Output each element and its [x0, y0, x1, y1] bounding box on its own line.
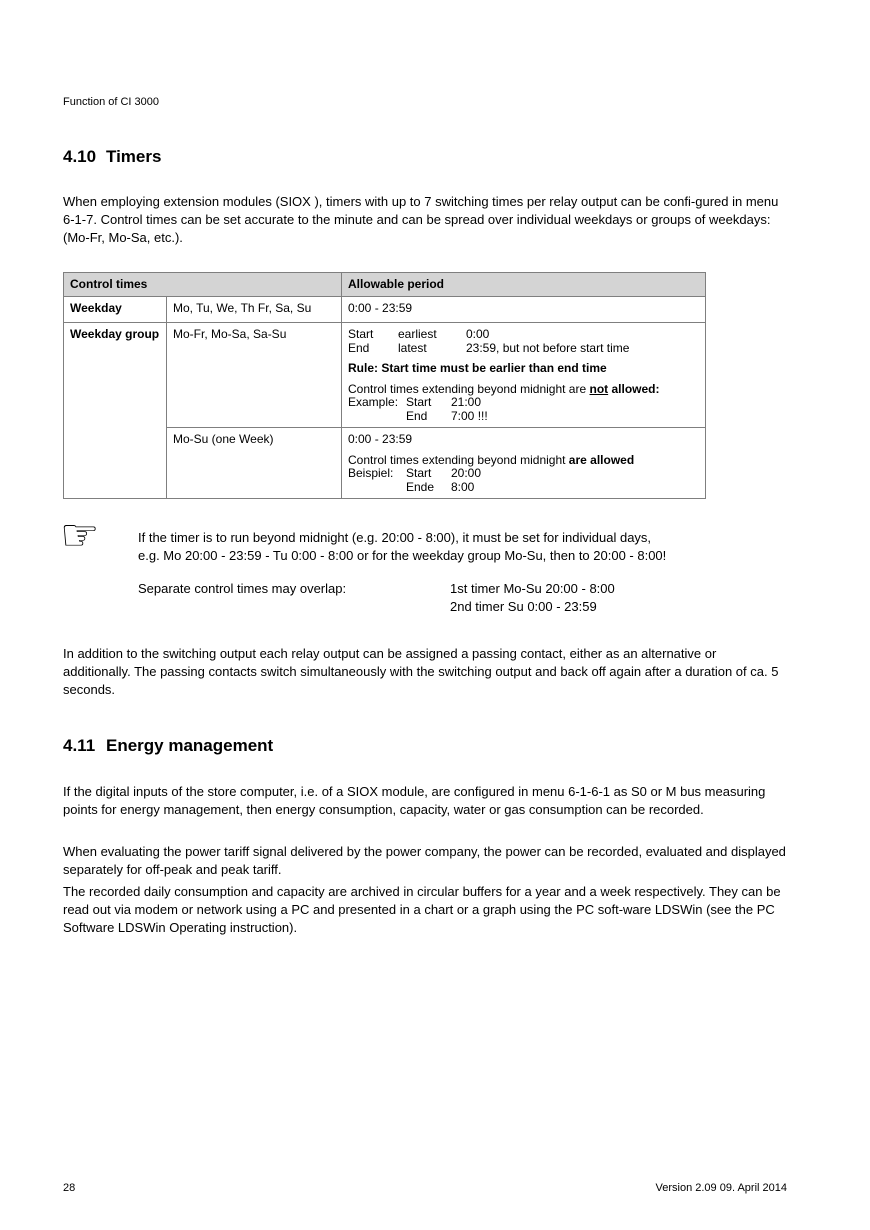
page-header: Function of CI 3000 — [63, 96, 160, 108]
control-times-table — [63, 272, 706, 499]
period-line: 0:00 - 23:59 — [348, 432, 413, 446]
section-number: 4.11 — [63, 736, 96, 755]
weekday-group-period-cell-1 — [342, 323, 706, 428]
passing-contact-paragraph: In addition to the switching output each relay output can be assigned a passing contact, either as an alternative or additionally. The passing contacts switch simultaneously with the switching output and back off again after a duration of ca. 5 seconds. — [63, 646, 779, 697]
version-info: Version 2.09 09. April 2014 — [655, 1182, 787, 1194]
note-line-2: e.g. Mo 20:00 - 23:59 - Tu 0:00 - 8:00 or for the weekday group Mo-Su, then to 20:00 - 8:00! — [138, 548, 667, 563]
end-key: latest — [398, 340, 427, 355]
note-line-1: If the timer is to run beyond midnight (e.g. 20:00 - 8:00), it must be set for individual days, — [138, 530, 652, 545]
table-row-weekday-group-1 — [64, 323, 706, 428]
start-label: Start — [348, 327, 374, 341]
example-end-line: End 7:00 !!! — [406, 408, 488, 423]
page-footer — [63, 1182, 787, 1194]
weekday-period-cell: 0:00 - 23:59 — [342, 297, 706, 323]
beispiel-end-line: Ende 8:00 — [406, 479, 475, 494]
weekday-group-days-cell-2: Mo-Su (one Week) — [167, 428, 342, 499]
note-text — [138, 529, 783, 565]
overlap-timer-2: 2nd timer Su 0:00 - 23:59 — [450, 599, 597, 614]
beispiel-label: Beispiel: — [348, 466, 394, 480]
example-label: Example: — [348, 395, 399, 409]
timers-intro-paragraph: When employing extension modules (SIOX ), timers with up to 7 switching times per relay output can be confi-gured in menu 6-1-7. Control times can be set accurate to the minute and can be spread over individual weekdays or groups of weekdays: (Mo-Fr, Mo-Sa, etc.). — [63, 194, 779, 245]
overlap-note — [138, 580, 783, 616]
section-number: 4.10 — [63, 147, 97, 166]
weekday-group-period-cell-2 — [342, 428, 706, 499]
end-label: End — [348, 340, 370, 355]
table-header-row — [64, 273, 706, 297]
energy-paragraph-3: The recorded daily consumption and capacity are archived in circular buffers for a year and a week respectively. They can be read out via modem or network using a PC and presented in a chart or a graph using the PC soft-ware LDSWin (see the PC Software LDSWin Operating instruction). — [63, 884, 781, 935]
allowed-line: Control times extending beyond midnight are allowed — [348, 452, 635, 467]
section-title: Energy management — [106, 736, 274, 755]
overlap-timer-1: 1st timer Mo-Su 20:00 - 8:00 — [450, 581, 615, 596]
table-header-allowable-period: Allowable period — [342, 273, 706, 297]
weekday-group-label-cell: Weekday group — [64, 323, 167, 499]
pointing-hand-icon: ☞ — [60, 511, 100, 560]
table-header-control-times: Control times — [64, 273, 342, 297]
start-key: earliest — [398, 327, 437, 341]
overlap-timers — [450, 580, 615, 616]
energy-paragraph-2: When evaluating the power tariff signal delivered by the power company, the power can be recorded, evaluated and displayed separately for off-peak and peak tariff. — [63, 844, 786, 877]
beispiel-start-line: Beispiel: Start 20:00 — [348, 466, 482, 480]
start-line — [348, 328, 699, 342]
overlap-label: Separate control times may overlap: — [138, 581, 347, 596]
weekday-label-cell: Weekday — [64, 297, 167, 323]
example-start-line: Example: Start 21:00 — [348, 395, 482, 409]
energy-paragraph-1: If the digital inputs of the store computer, i.e. of a SIOX module, are configured in menu 6-1-6-1 as S0 or M bus measuring points for energy management, then energy consumption, capacity, water or gas consumption can be recorded. — [63, 784, 766, 817]
not-allowed-line: Control times extending beyond midnight are not allowed: — [348, 381, 660, 396]
weekday-group-days-cell-1: Mo-Fr, Mo-Sa, Sa-Su — [167, 323, 342, 428]
table-row-weekday — [64, 297, 706, 323]
rule-line: Rule: Start time must be earlier than end time — [348, 361, 607, 375]
end-value: 23:59, but not before start time — [466, 340, 630, 355]
section-title: Timers — [106, 147, 162, 166]
section-heading-energy — [63, 736, 273, 756]
weekday-days-cell: Mo, Tu, We, Th Fr, Sa, Su — [167, 297, 342, 323]
page-number: 28 — [63, 1182, 76, 1194]
end-line — [348, 342, 699, 356]
section-heading-timers — [63, 147, 161, 167]
control-times-table-wrap — [63, 272, 706, 499]
start-value: 0:00 — [466, 327, 490, 341]
